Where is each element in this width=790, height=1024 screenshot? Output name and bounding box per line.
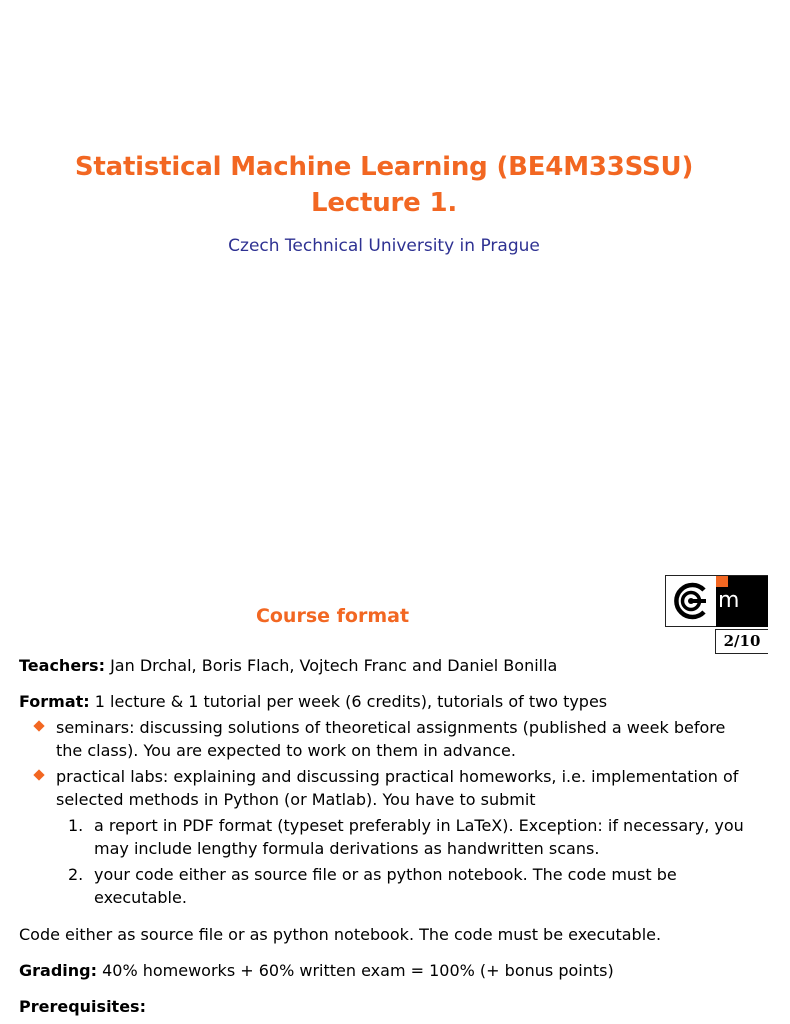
logo-letters: m p bbox=[718, 588, 790, 613]
bullet-diamond-icon bbox=[33, 720, 44, 731]
enum-text: your code either as source file or as python notebook. The code must be executable. bbox=[94, 865, 677, 907]
logo-orange-square bbox=[716, 576, 728, 587]
enum-number: 2. bbox=[68, 865, 84, 884]
teachers-text: Jan Drchal, Boris Flach, Vojtech Franc and Daniel Bonilla bbox=[104, 656, 558, 675]
lecture-title-line-1: Statistical Machine Learning (BE4M33SSU) bbox=[74, 152, 694, 182]
teachers-label: Teachers: bbox=[19, 656, 105, 675]
enum-number: 1. bbox=[68, 816, 84, 835]
enum-text: a report in PDF format (typeset preferably in LaTeX). Exception: if necessary, you may include lengthy formula derivations as handwritten scans. bbox=[94, 816, 744, 858]
institution-name: Czech Technical University in Prague bbox=[228, 236, 540, 256]
frame-title: Course format bbox=[255, 605, 410, 627]
code-note: Code either as source file or as python notebook. The code must be executable. bbox=[19, 925, 662, 944]
cmp-logo-icon bbox=[670, 580, 712, 622]
bullet-text: seminars: discussing solutions of theoretical assignments (published a week before the class). You are expected to work on them in advance. bbox=[56, 718, 726, 760]
format-text: 1 lecture & 1 tutorial per week (6 credits), tutorials of two types bbox=[89, 692, 608, 711]
format-label: Format: bbox=[19, 692, 90, 711]
cmp-logo bbox=[665, 575, 790, 627]
bullet-text: practical labs: explaining and discussing practical homeworks, i.e. implementation of selected methods in Python (or Matlab). You have to submit bbox=[56, 767, 739, 809]
grading-text: 40% homeworks + 60% written exam = 100% (+ bonus points) bbox=[97, 961, 614, 980]
format-line bbox=[19, 691, 607, 713]
page-number: 2/10 bbox=[715, 629, 768, 654]
grading-label: Grading: bbox=[19, 961, 97, 980]
grading-line bbox=[19, 960, 614, 982]
lecture-title-line-2: Lecture 1. bbox=[310, 188, 458, 218]
bullet-diamond-icon bbox=[33, 769, 44, 780]
prerequisites-line bbox=[19, 996, 146, 1018]
teachers-line bbox=[19, 655, 557, 677]
prerequisites-label: Prerequisites: bbox=[19, 997, 146, 1016]
